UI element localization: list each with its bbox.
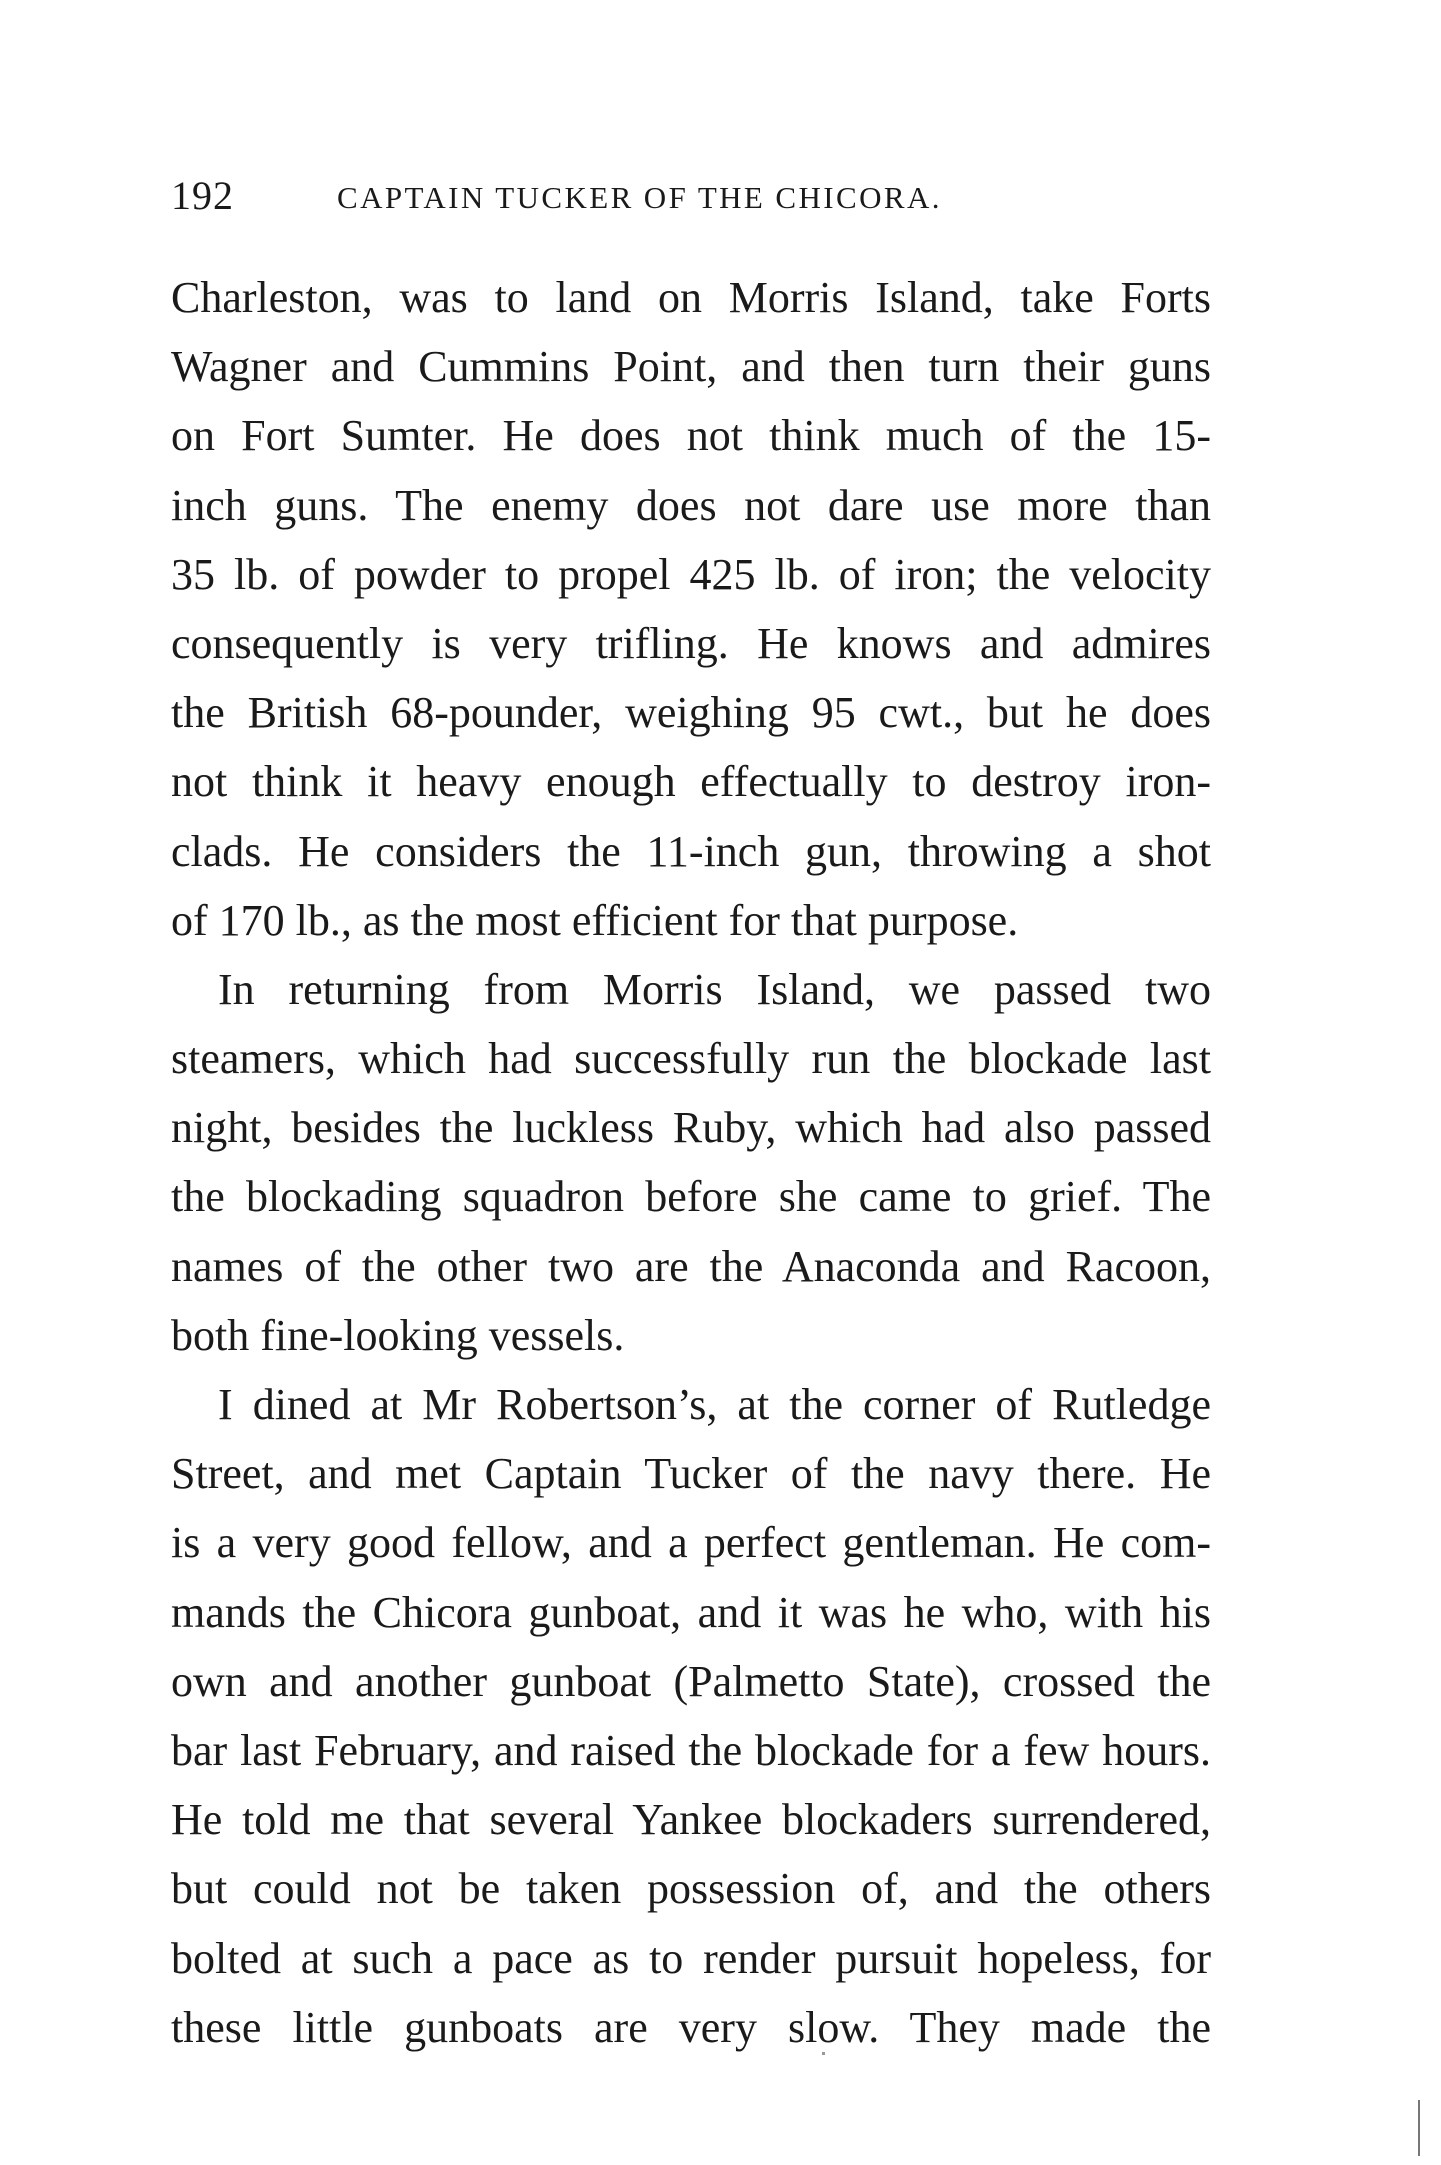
text-line: clads. He considers the 11-inch gun, throwing a shot — [171, 826, 1211, 876]
text-line: on Fort Sumter. He does not think much of the 15- — [171, 411, 1211, 461]
body-text — [171, 263, 1211, 2062]
text-line: bolted at such a pace as to render pursuit hopeless, for — [171, 1933, 1211, 1983]
text-line: In returning from Morris Island, we passed two — [218, 964, 1211, 1014]
text-line: 35 lb. of powder to propel 425 lb. of iron; the velocity — [171, 549, 1211, 599]
running-title: CAPTAIN TUCKER OF THE CHICORA. — [337, 180, 942, 215]
text-line: inch guns. The enemy does not dare use more than — [171, 480, 1211, 530]
text-line: not think it heavy enough effectually to destroy iron- — [171, 757, 1211, 807]
text-line: Street, and met Captain Tucker of the navy there. He — [171, 1449, 1211, 1499]
text-line: names of the other two are the Anaconda and Racoon, — [171, 1241, 1211, 1291]
text-line: the British 68-pounder, weighing 95 cwt., but he does — [171, 688, 1211, 738]
paragraph-3 — [171, 1370, 1211, 2062]
text-line: I dined at Mr Robertson’s, at the corner of Rutledge — [218, 1380, 1211, 1429]
scan-edge-mark — [1418, 2100, 1420, 2156]
text-line: these little gunboats are very slow. They made the — [171, 2002, 1211, 2052]
text-line: is a very good fellow, and a perfect gentleman. He com- — [171, 1518, 1211, 1568]
text-line: own and another gunboat (Palmetto State), crossed the — [171, 1656, 1211, 1706]
paragraph-2 — [171, 955, 1211, 1370]
text-line: both fine-looking vessels. — [171, 1310, 625, 1360]
text-line: Charleston, was to land on Morris Island, take Forts — [171, 273, 1211, 322]
text-line: but could not be taken possession of, and the others — [171, 1864, 1211, 1914]
text-line: steamers, which had successfully run the blockade last — [171, 1034, 1211, 1084]
text-line: night, besides the luckless Ruby, which had also passed — [171, 1103, 1211, 1153]
text-line: Wagner and Cummins Point, and then turn their guns — [171, 342, 1211, 392]
scan-speck — [822, 2052, 825, 2055]
text-line: of 170 lb., as the most efficient for that purpose. — [171, 895, 1019, 945]
text-line: consequently is very trifling. He knows and admires — [171, 618, 1211, 668]
paragraph-1 — [171, 263, 1211, 955]
text-line: bar last February, and raised the blockade for a few hours. — [171, 1725, 1211, 1775]
text-line: the blockading squadron before she came to grief. The — [171, 1172, 1211, 1222]
page-number: 192 — [171, 173, 234, 218]
text-line: mands the Chicora gunboat, and it was he who, with his — [171, 1587, 1211, 1637]
text-line: He told me that several Yankee blockaders surrendered, — [171, 1795, 1211, 1845]
running-head — [171, 172, 1211, 222]
